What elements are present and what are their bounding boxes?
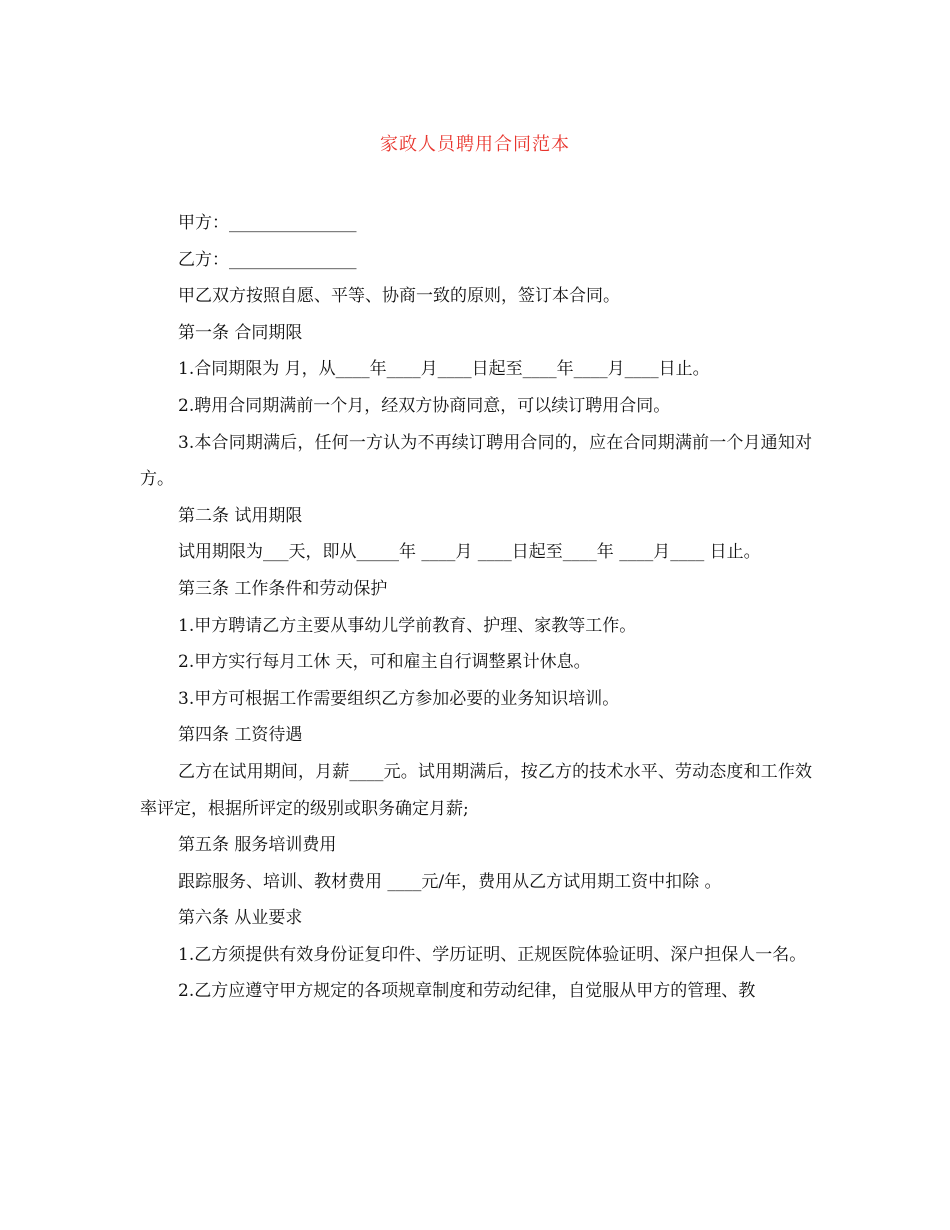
article-3-clause-3: 3.甲方可根据工作需要组织乙方参加必要的业务知识培训。 [178,688,620,709]
article-1-clause-3: 3.本合同期满后，任何一方认为不再续订聘用合同的，应在合同期满前一个月通知对方。 [140,432,812,490]
article-5-body: 跟踪服务、培训、教材费用 ____元/年，费用从乙方试用期工资中扣除 。 [178,871,722,892]
article-1-clause-1: 1.合同期限为 月，从____年____月____日起至____年____月____日止。 [178,359,710,380]
article-1-clause-2: 2.聘用合同期满前一个月，经双方协商同意，可以续订聘用合同。 [178,395,671,416]
article-4-heading: 第四条 工资待遇 [178,725,303,746]
article-3-clause-2: 2.甲方实行每月工休 天，可和雇主自行调整累计休息。 [178,652,591,673]
article-2-heading: 第二条 试用期限 [178,505,303,526]
article-6-heading: 第六条 从业要求 [178,908,303,929]
article-6-clause-2: 2.乙方应遵守甲方规定的各项规章制度和劳动纪律，自觉服从甲方的管理、教 [178,981,756,1002]
party-b-line: 乙方：_______________ [178,249,357,270]
preamble: 甲乙双方按照自愿、平等、协商一致的原则，签订本合同。 [178,286,620,307]
article-4-body: 乙方在试用期间，月薪____元。试用期满后，按乙方的技术水平、劳动态度和工作效率评定，根据所评定的级别或职务确定月薪; [140,761,812,819]
article-3-heading: 第三条 工作条件和劳动保护 [178,578,388,599]
party-a-line: 甲方：_______________ [178,213,357,233]
document-title: 家政人员聘用合同范本 [380,134,570,155]
article-3-clause-1: 1.甲方聘请乙方主要从事幼儿学前教育、护理、家教等工作。 [178,615,637,636]
article-5-heading: 第五条 服务培训费用 [178,835,337,856]
article-6-clause-1: 1.乙方须提供有效身份证复印件、学历证明、正规医院体验证明、深户担保人一名。 [178,944,807,965]
document-body [140,205,812,1010]
article-1-heading: 第一条 合同期限 [178,322,303,343]
article-2-body: 试用期限为___天，即从_____年 ____月 ____日起至____年 ____月____ 日止。 [178,542,761,563]
